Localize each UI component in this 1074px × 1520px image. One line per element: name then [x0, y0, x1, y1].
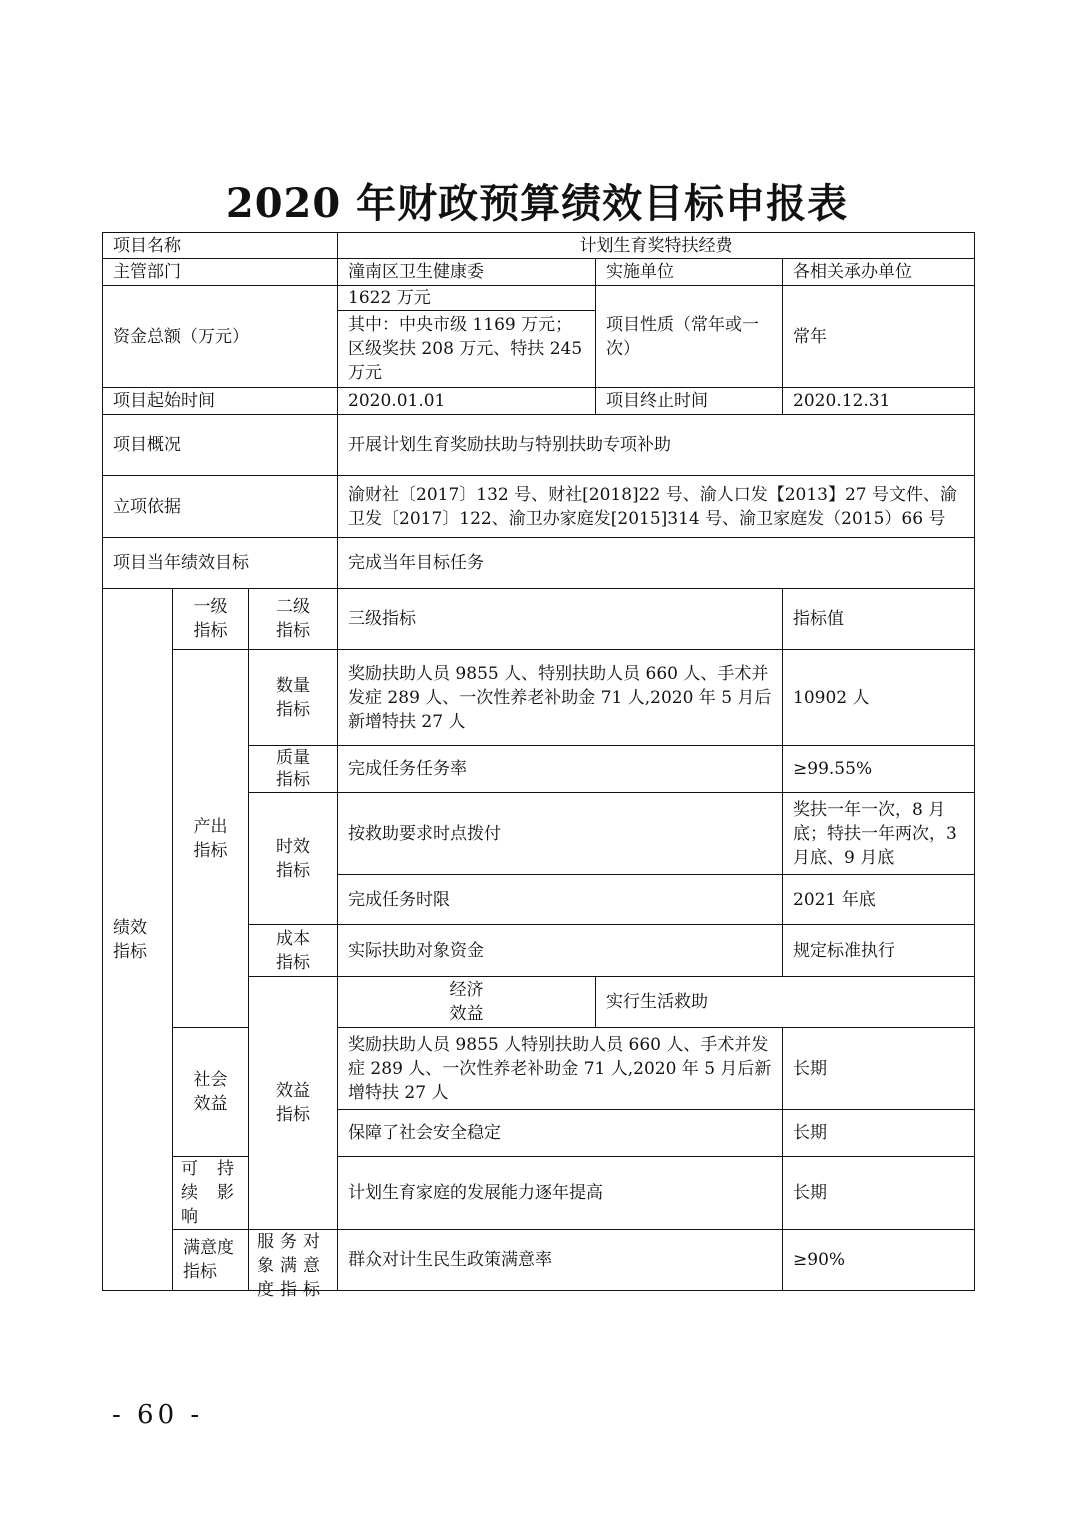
social-benefit-label: 社会效益 [173, 1028, 249, 1157]
satisfaction-value: ≥90% [783, 1230, 975, 1291]
start-label: 项目起始时间 [103, 388, 338, 415]
end-value: 2020.12.31 [783, 388, 975, 415]
row-indicator-header [103, 589, 975, 650]
level3-header: 三级指标 [338, 589, 783, 650]
row-goal [103, 538, 975, 589]
performance-section-label: 绩效指标 [103, 589, 173, 1291]
cost-desc: 实际扶助对象资金 [338, 925, 783, 977]
goal-label: 项目当年绩效目标 [103, 538, 338, 589]
quality-indicator-label: 质量指标 [249, 746, 338, 793]
fund-detail: 其中：中央市级 1169 万元；区级奖扶 208 万元、特扶 245 万元 [338, 311, 596, 388]
time-indicator-label: 时效指标 [249, 793, 338, 925]
basis-value: 渝财社〔2017〕132 号、财社[2018]22 号、渝人口发【2013】27 号文件、渝卫发〔2017〕122、渝卫办家庭发[2015]314 号、渝卫家庭发（2015）66 号 [338, 476, 975, 538]
row-basis [103, 476, 975, 538]
row-project-name [103, 233, 975, 259]
row-fund-total [103, 286, 975, 311]
budget-performance-form [102, 232, 975, 1300]
quantity-value: 10902 人 [783, 650, 975, 746]
level1-header: 一级指标 [173, 589, 249, 650]
goal-value: 完成当年目标任务 [338, 538, 975, 589]
project-name-value: 计划生育奖特扶经费 [338, 233, 975, 259]
time-value-2: 2021 年底 [783, 875, 975, 925]
row-overview [103, 415, 975, 476]
satisfaction-desc: 群众对计生民生政策满意率 [338, 1230, 783, 1291]
page-title: 2020 年财政预算绩效目标申报表 [225, 180, 849, 227]
quantity-indicator-label: 数量指标 [249, 650, 338, 746]
service-satisfaction-label: 服务对象满意度指标 [249, 1230, 338, 1291]
overview-label: 项目概况 [103, 415, 338, 476]
output-indicator-label: 产出指标 [173, 650, 249, 1028]
dept-value: 潼南区卫生健康委 [338, 259, 596, 286]
row-sustain [103, 1157, 975, 1230]
nature-label: 项目性质（常年或一次） [596, 286, 783, 388]
social-value-2: 长期 [783, 1110, 975, 1157]
page-number: - 60 - [112, 1400, 204, 1430]
time-value-1: 奖扶一年一次，8 月底；特扶一年两次，3 月底、9 月底 [783, 793, 975, 875]
row-satisfaction [103, 1230, 975, 1291]
sustain-desc: 计划生育家庭的发展能力逐年提高 [338, 1157, 783, 1230]
economic-benefit-label: 经济效益 [338, 977, 596, 1028]
benefit-indicator-label: 效益指标 [249, 977, 338, 1230]
fund-label: 资金总额（万元） [103, 286, 338, 388]
social-desc-1: 奖励扶助人员 9855 人特别扶助人员 660 人、手术并发症 289 人、一次性养老补助金 71 人,2020 年 5 月后新增特扶 27 人 [338, 1028, 783, 1110]
sustain-value: 长期 [783, 1157, 975, 1230]
fund-total: 1622 万元 [338, 286, 596, 311]
quality-desc: 完成任务任务率 [338, 746, 783, 793]
value-header: 指标值 [783, 589, 975, 650]
overview-value: 开展计划生育奖励扶助与特别扶助专项补助 [338, 415, 975, 476]
cost-value: 规定标准执行 [783, 925, 975, 977]
sustain-impact-label: 可持续影响 [173, 1157, 249, 1230]
impl-value: 各相关承办单位 [783, 259, 975, 286]
level2-header: 二级指标 [249, 589, 338, 650]
economic-desc: 实行生活救助 [596, 977, 975, 1028]
basis-label: 立项依据 [103, 476, 338, 538]
project-name-label: 项目名称 [103, 233, 338, 259]
social-desc-2: 保障了社会安全稳定 [338, 1110, 783, 1157]
time-desc-2: 完成任务时限 [338, 875, 783, 925]
social-value-1: 长期 [783, 1028, 975, 1110]
start-value: 2020.01.01 [338, 388, 596, 415]
impl-label: 实施单位 [596, 259, 783, 286]
row-quantity [103, 650, 975, 746]
cost-indicator-label: 成本指标 [249, 925, 338, 977]
end-label: 项目终止时间 [596, 388, 783, 415]
row-department [103, 259, 975, 286]
row-social-1 [103, 1028, 975, 1110]
satisfaction-indicator-label: 满意度指标 [173, 1230, 249, 1291]
dept-label: 主管部门 [103, 259, 338, 286]
nature-value: 常年 [783, 286, 975, 388]
time-desc-1: 按救助要求时点拨付 [338, 793, 783, 875]
quantity-desc: 奖励扶助人员 9855 人、特别扶助人员 660 人、手术并发症 289 人、一次性养老补助金 71 人,2020 年 5 月后新增特扶 27 人 [338, 650, 783, 746]
quality-value: ≥99.55% [783, 746, 975, 793]
row-dates [103, 388, 975, 415]
